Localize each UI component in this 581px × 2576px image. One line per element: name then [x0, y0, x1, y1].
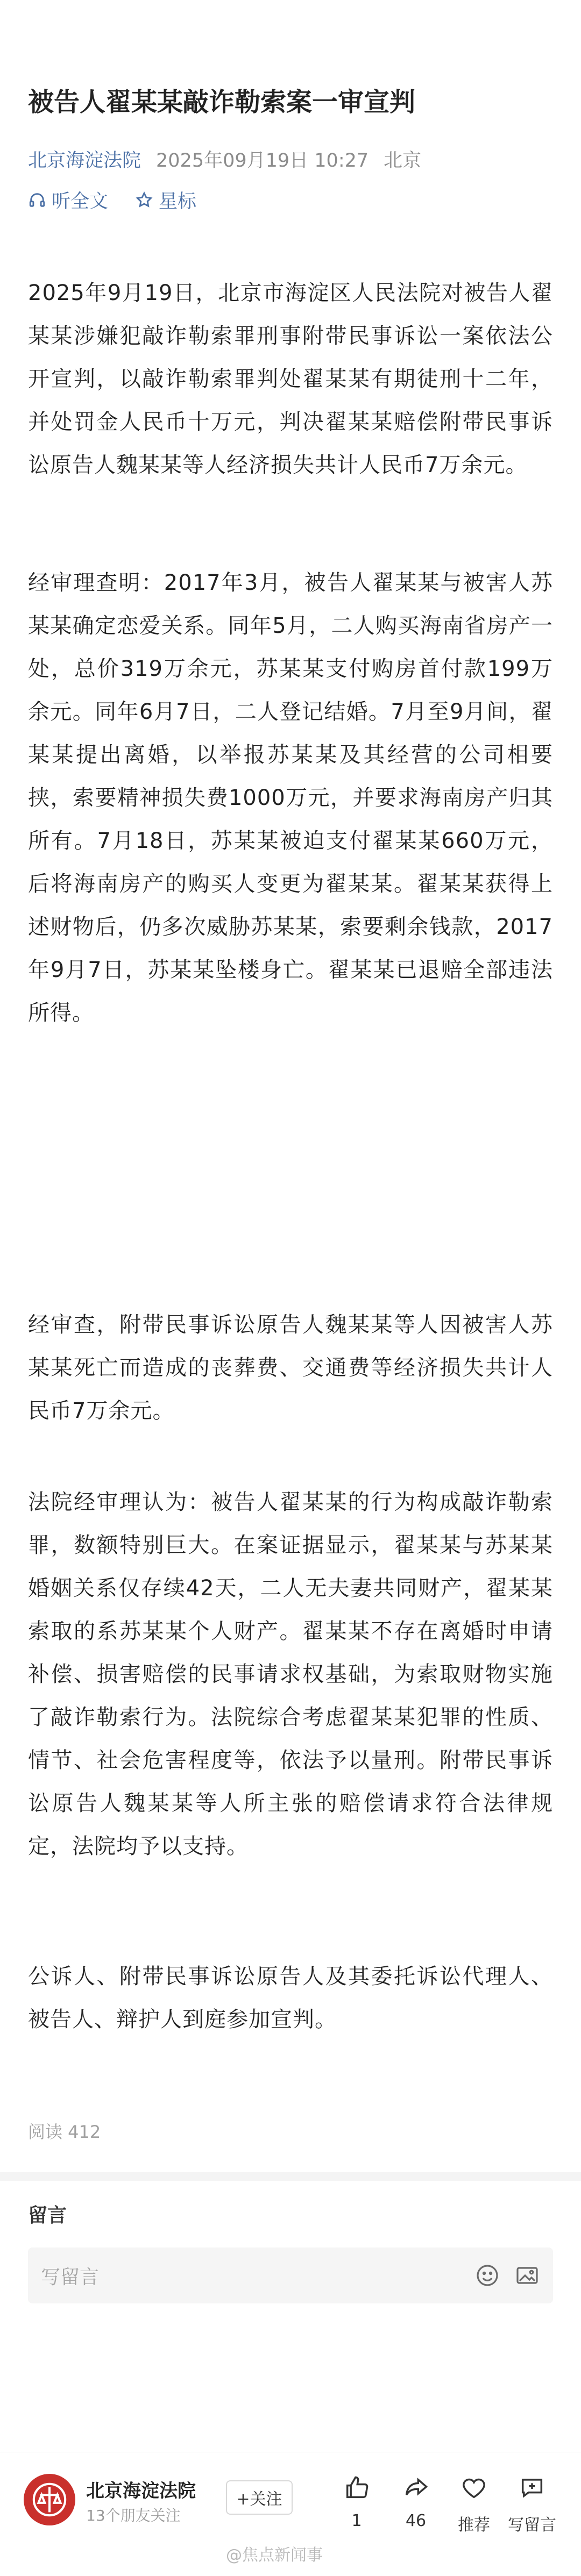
article-meta [28, 147, 421, 171]
comment-placeholder: 写留言 [41, 2266, 100, 2288]
share-count: 46 [405, 2511, 427, 2530]
thumbs-up-icon [343, 2474, 371, 2502]
watermark: @焦点新闻事 [226, 2546, 323, 2565]
like-count: 1 [351, 2511, 362, 2530]
recommend-label: 推荐 [458, 2516, 490, 2535]
article-title: 被告人翟某某敲诈勒索案一审宣判 [28, 87, 416, 117]
friends-following: 13个朋友关注 [86, 2507, 181, 2524]
headphones-icon [28, 191, 46, 209]
article-actions [28, 188, 223, 212]
write-comment-button[interactable] [502, 2472, 562, 2535]
account-avatar[interactable] [24, 2474, 75, 2525]
section-divider [0, 2172, 581, 2181]
heart-icon [460, 2474, 488, 2502]
comment-plus-icon [518, 2474, 546, 2502]
paragraph-2: 经审理查明：2017年3月，被告人翟某某与被害人苏某某确定恋爱关系。同年5月，二人购买海南省房产一处，总价319万余元，苏某某支付购房首付款199万余元。同年6月7日，二人登记结婚。7月至9月间，翟某某提出离婚，以举报苏某某及其经营的公司相要挟，索要精神损失费1000万元，并要求海南房产归其所有。7月18日，苏某某被迫支付翟某某660万元，后将海南房产的购买人变更为翟某某。翟某某获得上述财物后，仍多次威胁苏某某，索要剩余钱款，2017年9月7日，苏某某坠楼身亡。翟某某已退赔全部违法所得。 [28, 570, 553, 1025]
listen-button[interactable] [28, 187, 108, 213]
emoji-icon[interactable] [474, 2263, 500, 2288]
read-count: 阅读 412 [28, 2122, 101, 2142]
account-name[interactable]: 北京海淀法院 [86, 2480, 196, 2502]
bottom-bar [0, 2452, 581, 2576]
comments-heading: 留言 [28, 2204, 67, 2227]
paragraph-3: 经审查，附带民事诉讼原告人魏某某等人因被害人苏某某死亡而造成的丧葬费、交通费等经济损失共计人民币7万余元。 [28, 1312, 553, 1423]
share-icon [402, 2474, 430, 2502]
like-button[interactable] [327, 2472, 386, 2530]
paragraph-4: 法院经审理认为：被告人翟某某的行为构成敲诈勒索罪，数额特别巨大。在案证据显示，翟某某与苏某某婚姻关系仅存续42天，二人无夫妻共同财产，翟某某索取的系苏某某个人财产。翟某某不存在离婚时申请补偿、损害赔偿的民事请求权基础，为索取财物实施了敲诈勒索行为。法院综合考虑翟某某犯罪的性质、情节、社会危害程度等，依法予以量刑。附带民事诉讼原告人魏某某等人所主张的赔偿请求符合法律规定，法院均予以支持。 [28, 1490, 553, 1859]
image-icon[interactable] [514, 2263, 540, 2288]
location: 北京 [384, 150, 422, 172]
star-label: 星标 [159, 191, 197, 212]
star-icon [135, 191, 153, 209]
listen-label: 听全文 [52, 191, 109, 212]
star-button[interactable] [135, 187, 196, 213]
write-comment-label: 写留言 [508, 2516, 556, 2535]
paragraph-5: 公诉人、附带民事诉讼原告人及其委托诉讼代理人、被告人、辩护人到庭参加宣判。 [28, 1964, 553, 2032]
source-link[interactable]: 北京海淀法院 [28, 150, 141, 172]
recommend-button[interactable] [444, 2472, 504, 2535]
comment-input[interactable] [28, 2247, 553, 2303]
share-button[interactable] [386, 2472, 445, 2530]
paragraph-1: 2025年9月19日，北京市海淀区人民法院对被告人翟某某涉嫌犯敲诈勒索罪刑事附带民事诉讼一案依法公开宣判，以敲诈勒索罪判处翟某某有期徒刑十二年，并处罚金人民币十万元，判决翟某某赔偿附带民事诉讼原告人魏某某等人经济损失共计人民币7万余元。 [28, 281, 553, 477]
court-emblem-icon [31, 2481, 68, 2518]
follow-button[interactable]: +关注 [226, 2480, 293, 2515]
publish-date: 2025年09月19日 10:27 [156, 150, 369, 172]
